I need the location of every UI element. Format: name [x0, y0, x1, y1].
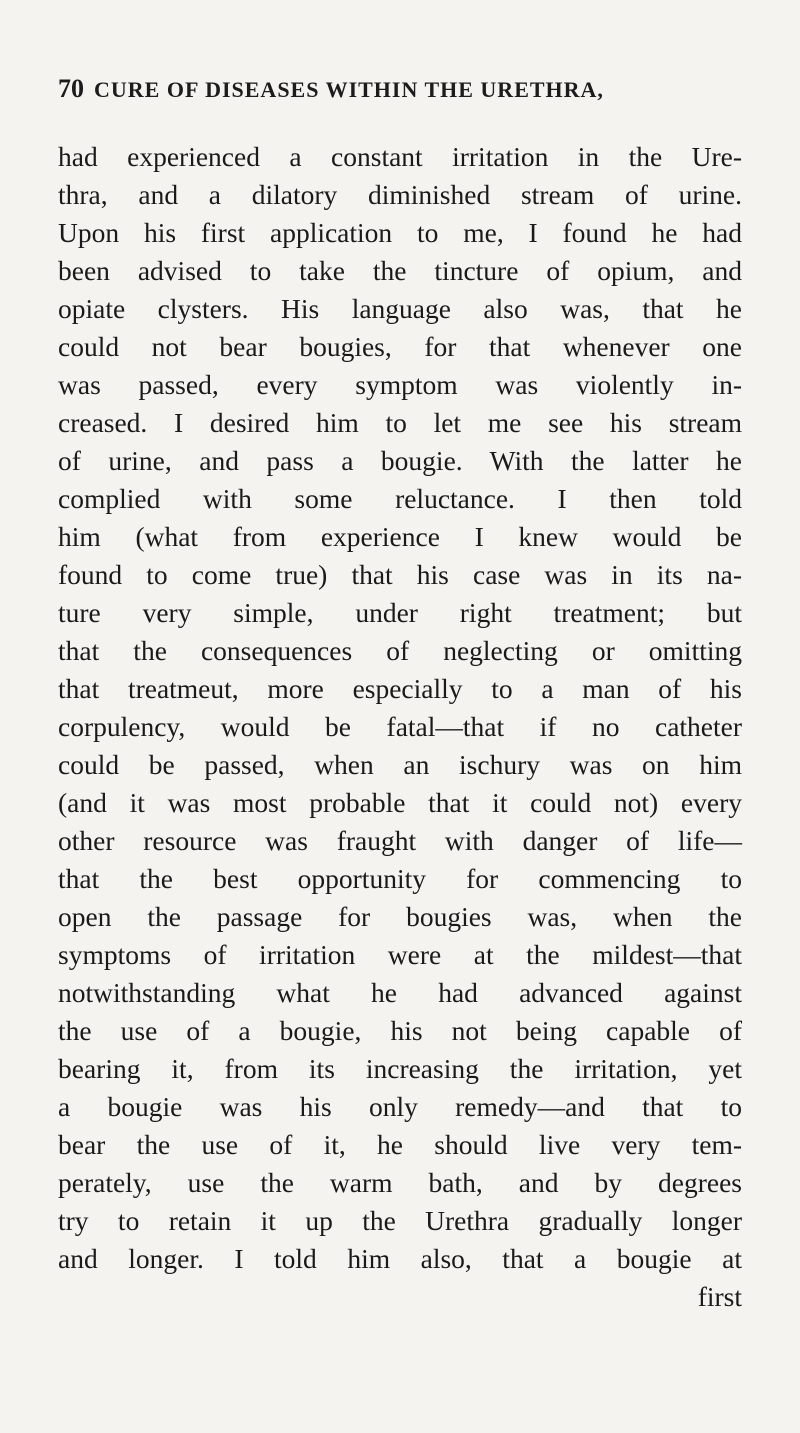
text-line: open the passage for bougies was, when the	[58, 901, 742, 932]
text-line: other resource was fraught with danger of life—	[58, 825, 742, 856]
page-number: 70	[58, 74, 84, 103]
text-line: Upon his first application to me, I found he had	[58, 217, 742, 248]
text-line: symptoms of irritation were at the mildest—that	[58, 939, 742, 970]
running-head	[58, 74, 758, 108]
text-line: that the best opportunity for commencing to	[58, 863, 742, 894]
text-line: and longer. I told him also, that a bougie at	[58, 1243, 742, 1274]
text-line: could be passed, when an ischury was on him	[58, 749, 742, 780]
text-line: complied with some reluctance. I then told	[58, 483, 742, 514]
text-line: had experienced a constant irritation in the Ure-	[58, 141, 742, 172]
text-line: thra, and a dilatory diminished stream of urine.	[58, 179, 742, 210]
text-line: notwithstanding what he had advanced against	[58, 977, 742, 1008]
text-line: found to come true) that his case was in its na-	[58, 559, 742, 590]
text-line: perately, use the warm bath, and by degrees	[58, 1167, 742, 1198]
running-title: CURE OF DISEASES WITHIN THE URETHRA,	[94, 77, 604, 102]
text-line: that the consequences of neglecting or omitting	[58, 635, 742, 666]
text-line: the use of a bougie, his not being capable of	[58, 1015, 742, 1046]
text-line: could not bear bougies, for that whenever one	[58, 331, 742, 362]
text-line: creased. I desired him to let me see his stream	[58, 407, 742, 438]
text-line: (and it was most probable that it could not) every	[58, 787, 742, 818]
catchword: first	[697, 1281, 742, 1312]
text-line: been advised to take the tincture of opium, and	[58, 255, 742, 286]
text-line: try to retain it up the Urethra gradually longer	[58, 1205, 742, 1236]
text-line: ture very simple, under right treatment; but	[58, 597, 742, 628]
text-line: corpulency, would be fatal—that if no catheter	[58, 711, 742, 742]
text-line: that treatmeut, more especially to a man of his	[58, 673, 742, 704]
text-line: of urine, and pass a bougie. With the latter he	[58, 445, 742, 476]
text-line: was passed, every symptom was violently in-	[58, 369, 742, 400]
text-line: him (what from experience I knew would be	[58, 521, 742, 552]
text-line: bear the use of it, he should live very tem-	[58, 1129, 742, 1160]
text-line: a bougie was his only remedy—and that to	[58, 1091, 742, 1122]
text-line: bearing it, from its increasing the irritation, yet	[58, 1053, 742, 1084]
text-line: opiate clysters. His language also was, that he	[58, 293, 742, 324]
